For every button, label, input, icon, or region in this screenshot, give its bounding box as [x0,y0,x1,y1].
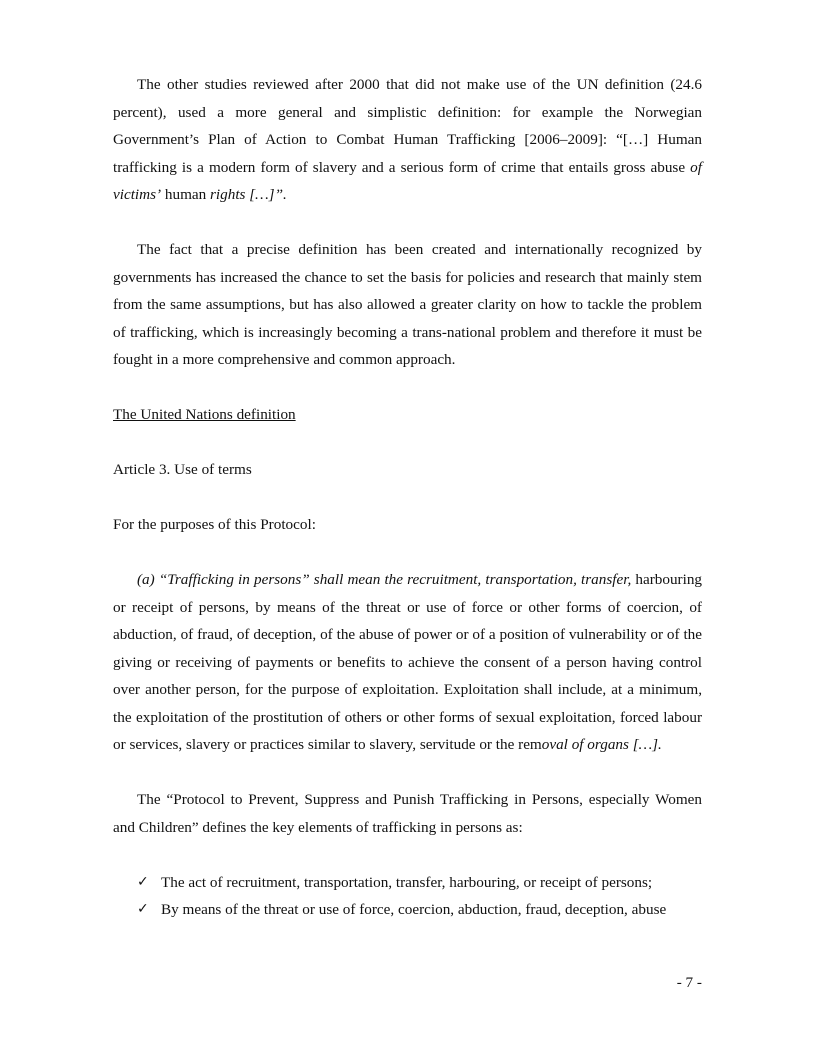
definition-italic-start: (a) “Trafficking in persons” shall mean the recruitment, transportation, transfer, [137,571,632,588]
paragraph-un-definition [113,566,702,759]
purposes-line: For the purposes of this Protocol: [113,516,316,533]
page-number: - 7 - [676,974,702,991]
list-item [113,896,702,924]
paragraph-protocol: The “Protocol to Prevent, Suppress and Punish Trafficking in Persons, especially Women and Children” defines the key elements of trafficking in persons as: [113,791,702,836]
paragraph-other-studies [113,71,702,209]
section-heading-text: The United Nations definition [113,406,296,423]
article-heading: Article 3. Use of terms [113,461,252,478]
document-page [113,71,702,924]
paragraph-precise-definition: The fact that a precise definition has been created and internationally recognized by governments has increased the chance to set the basis for policies and research that mainly stem from the same assumptions, but has also allowed a greater clarity on how to tackle the problem of trafficking, which is increasingly becoming a trans-national problem and therefore it must be fought in a more comprehensive and common approach. [113,241,702,368]
key-elements-list [113,869,702,924]
list-item-text: The act of recruitment, transportation, transfer, harbouring, or receipt of persons; [161,873,653,891]
paragraph-italic-text: of victims’ [113,158,702,203]
paragraph-italic-text: rights […]”. [210,186,287,203]
checkmark-icon: ✓ [137,873,149,890]
list-item-text: By means of the threat or use of force, coercion, abduction, fraud, deception, abuse [161,901,667,918]
paragraph-text: human [161,186,211,203]
definition-italic-end: oval of organs […]. [541,736,662,753]
section-heading [113,401,702,429]
paragraph-text: The other studies reviewed after 2000 that did not make use of the UN definition (24.6 percent), used a more general and simplistic definition: for example the Norwegian Government’s Plan of Action to Combat Human Trafficking [2006–2009]: “[…] Human trafficking is a modern form of slavery and a serious form of crime that entails gross abuse [113,76,702,176]
checkmark-icon: ✓ [137,901,149,917]
list-item [113,869,702,897]
definition-body: harbouring or receipt of persons, by means of the threat or use of force or other forms of coercion, of abduction, of fraud, of deception, of the abuse of power or of a position of vulnerability or of the giving or receiving of payments or benefits to achieve the consent of a person having control over another person, for the purpose of exploitation. Exploitation shall include, at a minimum, the exploitation of the prostitution of others or other forms of sexual exploitation, forced labour or services, slavery or practices similar to slavery, servitude or the rem [113,571,703,753]
